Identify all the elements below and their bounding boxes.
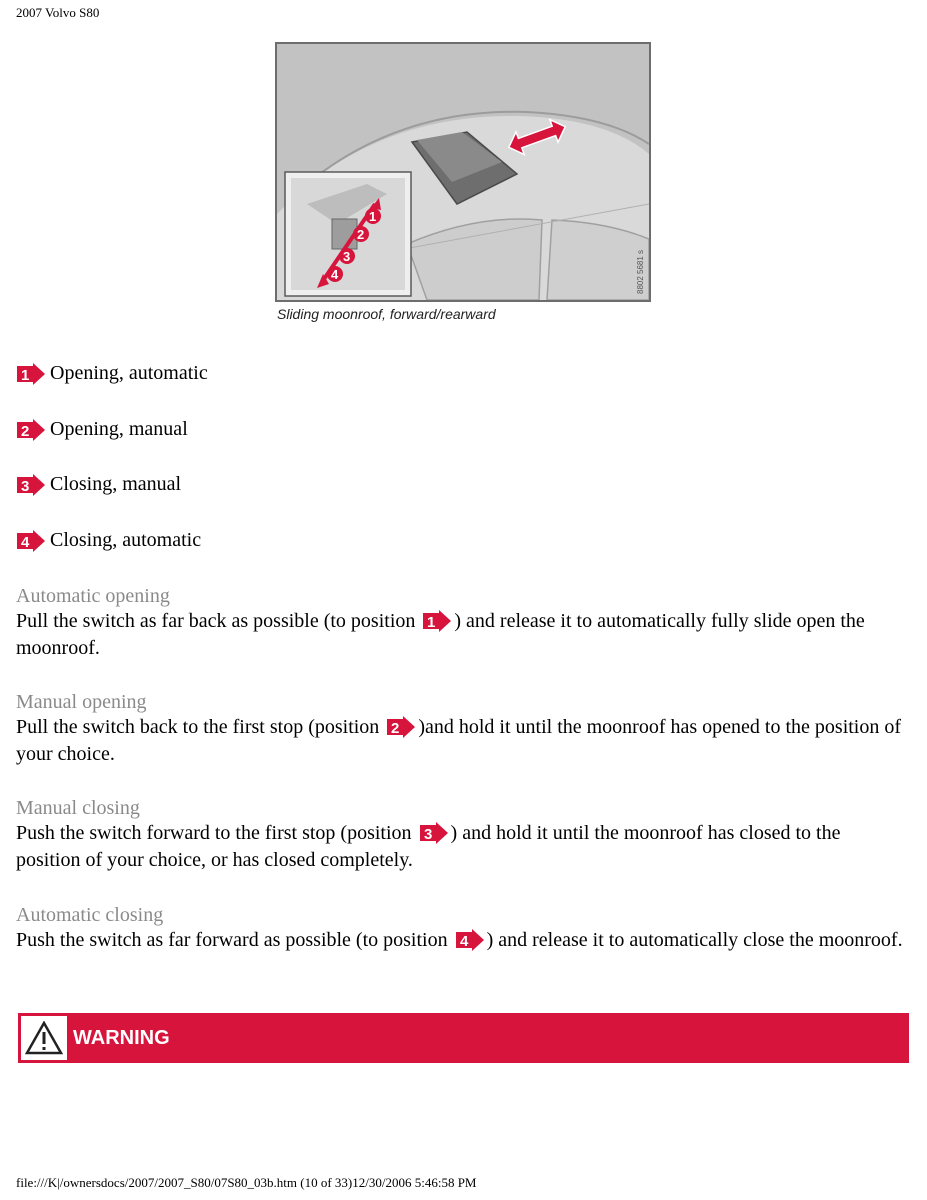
numbered-arrow-icon: [16, 363, 46, 385]
inset-label-2: 2: [357, 227, 365, 242]
legend-item: [16, 473, 181, 496]
legend-label: Opening, manual: [50, 418, 188, 440]
numbered-arrow-icon: [386, 716, 416, 738]
numbered-arrow-icon: [16, 474, 46, 496]
inset-label-3: 3: [343, 249, 351, 264]
inset-label-1: 1: [369, 209, 377, 224]
document-header: 2007 Volvo S80: [16, 5, 100, 20]
section-title: Manual opening: [16, 691, 147, 713]
inset-label-4: 4: [331, 267, 339, 282]
page-footer: file:///K|/ownersdocs/2007/2007_S80/07S80_03b.htm (10 of 33)12/30/2006 5:46:58 PM: [16, 1175, 477, 1190]
numbered-arrow-icon: [16, 419, 46, 441]
section-body: Push the switch forward to the first stop (position 3 ) and hold it until the moonroof has closed to the position of your choice, or has closed completely.: [16, 822, 841, 871]
legend-label: Closing, automatic: [50, 529, 202, 551]
section-title: Automatic closing: [16, 904, 164, 926]
section-title: Manual closing: [16, 797, 140, 819]
numbered-arrow-icon: [422, 610, 452, 632]
warning-banner: [18, 1013, 909, 1063]
legend-item: [16, 362, 208, 385]
legend-item: [16, 529, 201, 552]
svg-text:2: 2: [21, 422, 30, 440]
legend-label: Opening, automatic: [50, 362, 208, 384]
numbered-arrow-icon: [455, 929, 485, 951]
svg-text:4: 4: [459, 933, 468, 950]
warning-triangle-icon: [21, 1016, 67, 1060]
section-body: Pull the switch back to the first stop (position 2 )and hold it until the moonroof has opened to the position of your choice.: [16, 716, 902, 765]
warning-label: WARNING: [73, 1026, 170, 1049]
numbered-arrow-icon: [419, 822, 449, 844]
figure-caption: Sliding moonroof, forward/rearward: [277, 306, 496, 322]
moonroof-illustration: [275, 42, 651, 302]
svg-text:3: 3: [21, 477, 30, 495]
svg-text:1: 1: [21, 366, 30, 384]
section-body: Pull the switch as far back as possible (to position 1 ) and release it to automatically fully slide open the moonroof.: [16, 610, 865, 659]
legend-item: [16, 418, 188, 441]
numbered-arrow-icon: [16, 530, 46, 552]
svg-text:4: 4: [21, 533, 30, 551]
section-body: Push the switch as far forward as possible (to position 4 ) and release it to automatically close the moonroof.: [16, 929, 903, 951]
svg-text:3: 3: [423, 826, 432, 843]
section-title: Automatic opening: [16, 585, 170, 607]
legend-label: Closing, manual: [50, 473, 182, 495]
figure-code: 8802 5681 s: [636, 249, 645, 294]
svg-text:2: 2: [391, 720, 400, 737]
svg-text:1: 1: [427, 614, 436, 631]
